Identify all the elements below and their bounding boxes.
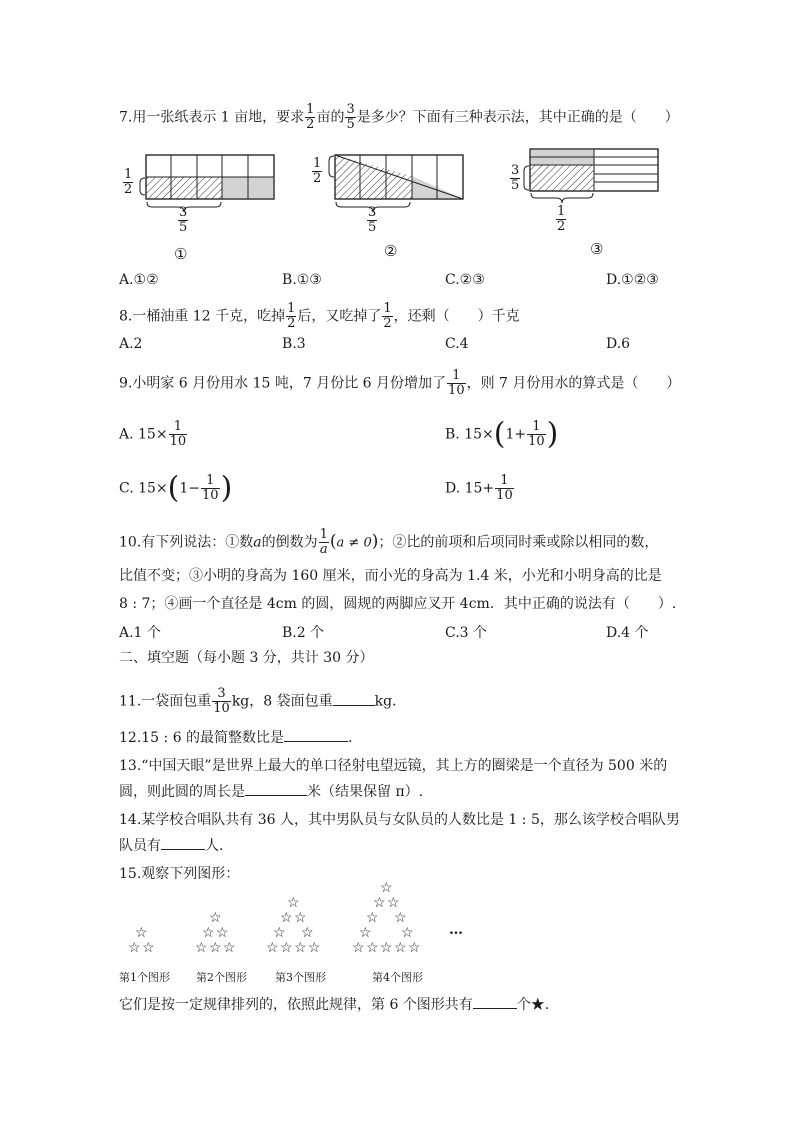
answer-blank[interactable]	[245, 794, 307, 796]
fig3-half-label: $\frac{1}{2}$	[557, 204, 566, 234]
q10-option-a[interactable]: A.1 个	[119, 625, 161, 641]
star-icon: ☆	[280, 940, 293, 956]
q13-line2: 圆，则此圆的周长是 米（结果保留 π）.	[119, 784, 424, 800]
q7-option-a[interactable]: A.①②	[119, 272, 159, 288]
q9-text: 9.小明家 6 月份用水 15 吨，7 月份比 6 月份增加了 $\frac{1}{10}$ ，则 7 月份用水的算式是（ ）	[119, 368, 681, 398]
star-icon: ☆	[380, 940, 393, 956]
q7-text: 7.用一张纸表示 1 亩地，要求 $\frac{1}{2}$ 亩的 $\frac{3}{5}$ 是多少？下面有三种表示法，其中正确的是（ ）	[119, 102, 679, 132]
fraction: $\frac{3}{5}$	[346, 102, 355, 132]
star-icon: ☆	[366, 910, 379, 926]
fig2-half-label: $\frac{1}{2}$	[313, 156, 322, 186]
q8-option-c[interactable]: C.4	[445, 336, 469, 352]
fig1-half-label: $\frac{1}{2}$	[124, 167, 133, 197]
ellipsis: …	[449, 922, 463, 938]
q15-intro: 15.观察下列图形：	[119, 866, 240, 882]
star-icon: ☆	[216, 925, 229, 941]
fraction: $\frac{1}{10}$	[448, 368, 465, 398]
star-icon: ☆	[352, 940, 365, 956]
q10-line3: 8 : 7；④画一个直径是 4cm 的圆，圆规的两脚应叉开 4cm．其中正确的说法有（ ）.	[119, 596, 677, 612]
star-icon: ☆	[380, 880, 393, 896]
fig2-number: ②	[384, 242, 398, 260]
figure-1	[140, 155, 274, 212]
caption-figure-3: 第3个图形	[275, 971, 326, 984]
star-icon: ☆	[408, 940, 421, 956]
q7-option-c[interactable]: C.②③	[445, 272, 485, 288]
q9-option-c[interactable]: C. 15×(1− $\frac{1}{10}$ )	[119, 470, 233, 506]
caption-figure-4: 第4个图形	[372, 971, 423, 984]
fig1-threefifths-label: $\frac{3}{5}$	[179, 205, 188, 235]
figure-3	[524, 149, 658, 203]
section-heading: 二、填空题（每小题 3 分，共计 30 分）	[119, 650, 374, 666]
star-icon: ☆	[394, 940, 407, 956]
star-icon: ☆	[209, 910, 222, 926]
q7-option-d[interactable]: D.①②③	[606, 272, 659, 288]
answer-blank[interactable]	[473, 1007, 517, 1009]
caption-figure-2: 第2个图形	[196, 971, 247, 984]
star-icon: ☆	[209, 940, 222, 956]
q10-line1: 10.有下列说法：①数a的倒数为 $\frac{1}{a}$ (a ≠ 0)；②比的前项和后项同时乘或除以相同的数，	[119, 527, 659, 557]
fig3-number: ③	[590, 240, 604, 258]
caption-figure-1: 第1个图形	[119, 971, 170, 984]
q8-option-b[interactable]: B.3	[282, 336, 306, 352]
star-icon: ☆	[401, 925, 414, 941]
answer-blank[interactable]	[333, 704, 375, 706]
star-icon: ☆	[308, 940, 321, 956]
q10-line2: 比值不变；③小明的身高为 160 厘米，而小光的身高为 1.4 米，小光和小明身高的比是	[119, 568, 662, 584]
answer-blank[interactable]	[161, 848, 205, 850]
star-icon: ☆	[394, 910, 407, 926]
q9-option-d[interactable]: D. 15+ $\frac{1}{10}$	[445, 473, 513, 503]
star-icon: ☆	[280, 910, 293, 926]
q14-line1: 14.某学校合唱队共有 36 人，其中男队员与女队员的人数比是 1 : 5，那么该学校合唱队男	[119, 812, 680, 828]
q11-text: 11.一袋面包重 $\frac{3}{10}$ kg，8 袋面包重 kg．	[119, 686, 407, 716]
star-icon: ☆	[195, 940, 208, 956]
star-icon: ☆	[294, 910, 307, 926]
q10-option-d[interactable]: D.4 个	[606, 625, 649, 641]
q13-line1: 13.“中国天眼”是世界上最大的单口径射电望远镜，其上方的圈梁是一个直径为 500 米的	[119, 758, 668, 774]
star-icon: ☆	[202, 925, 215, 941]
star-icon: ☆	[273, 925, 286, 941]
q9-option-a[interactable]: A. 15× $\frac{1}{10}$	[119, 419, 187, 449]
q10-option-b[interactable]: B.2 个	[282, 625, 325, 641]
star-icon: ☆	[387, 895, 400, 911]
q14-line2: 队员有 人．	[119, 838, 233, 854]
star-icon: ☆	[373, 895, 386, 911]
q8-text: 8.一桶油重 12 千克，吃掉 $\frac{1}{2}$ 后，又吃掉了 $\frac{1}{2}$ ，还剩（ ）千克	[119, 301, 520, 331]
q9-option-b[interactable]: B. 15×(1+ $\frac{1}{10}$ )	[445, 416, 559, 452]
figure-2	[329, 155, 463, 212]
q7-option-b[interactable]: B.①③	[282, 272, 322, 288]
fig1-number: ①	[174, 245, 188, 263]
star-icon: ☆	[301, 925, 314, 941]
fig2-threefifths-label: $\frac{3}{5}$	[368, 205, 377, 235]
star-icon: ☆	[135, 925, 148, 941]
q10-option-c[interactable]: C.3 个	[445, 625, 488, 641]
star-icon: ☆	[287, 895, 300, 911]
q8-option-a[interactable]: A.2	[119, 336, 143, 352]
q8-option-d[interactable]: D.6	[606, 336, 631, 352]
star-icon: ☆	[266, 940, 279, 956]
star-icon: ☆	[366, 940, 379, 956]
fraction: $\frac{3}{10}$	[213, 686, 230, 716]
answer-blank[interactable]	[284, 740, 348, 742]
fraction: $\frac{1}{2}$	[306, 102, 315, 132]
q7-figures	[0, 0, 794, 270]
star-icon: ☆	[142, 940, 155, 956]
star-icon: ☆	[294, 940, 307, 956]
fig3-threefifths-label: $\frac{3}{5}$	[511, 163, 520, 193]
q12-text: 12.15 : 6 的最简整数比是 ．	[119, 730, 363, 746]
fraction: $\frac{1}{2}$	[383, 301, 392, 331]
fraction: $\frac{1}{2}$	[287, 301, 296, 331]
star-icon: ☆	[359, 925, 372, 941]
fraction: $\frac{1}{a}$	[319, 527, 328, 557]
star-icon: ☆	[128, 940, 141, 956]
q15-question: 它们是按一定规律排列的，依照此规律，第 6 个图形共有 个★.	[119, 997, 550, 1013]
star-icon: ☆	[223, 940, 236, 956]
